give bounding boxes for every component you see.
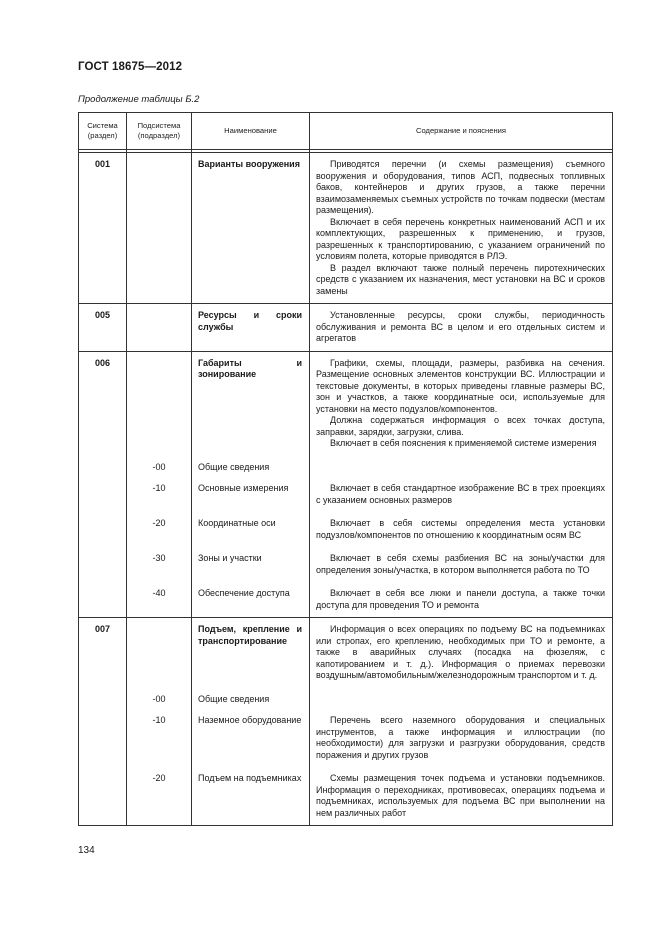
section-description bbox=[310, 618, 613, 688]
table-row bbox=[79, 582, 613, 618]
page-number: 134 bbox=[78, 845, 95, 856]
subsection-description bbox=[310, 456, 613, 478]
table-row bbox=[79, 688, 613, 710]
column-header-subsystem: Подсистема (подраздел) bbox=[127, 113, 192, 150]
description-paragraph: Включает в себя системы определения места установки подузлов/компонентов по отношению к координатным осям ВС bbox=[316, 518, 605, 540]
section-name: Подъем, крепление и транспортирование bbox=[192, 618, 310, 688]
subsystem-code: -30 bbox=[127, 547, 192, 582]
subsystem-code: -20 bbox=[127, 767, 192, 826]
subsection-name: Наземное оборудование bbox=[192, 709, 310, 767]
column-header-system: Система (раздел) bbox=[79, 113, 127, 150]
subsystem-code: -20 bbox=[127, 512, 192, 547]
system-code: 001 bbox=[79, 153, 127, 304]
subsection-description bbox=[310, 709, 613, 767]
subsystem-code: -00 bbox=[127, 688, 192, 710]
table-row bbox=[79, 153, 613, 304]
system-code: 007 bbox=[79, 618, 127, 688]
description-paragraph: Включает в себя все люки и панели доступа, а также точки доступа для проведения ТО и ремонта bbox=[316, 588, 605, 610]
description-paragraph: Приводятся перечни (и схемы размещения) съемного вооружения и оборудования, типов АСП, подвесных топливных баков, контейнеров и других грузов, а также перечни взаимозаменяемых съемных устройств по точкам подвески (местам размещения). bbox=[316, 159, 605, 215]
table-row bbox=[79, 351, 613, 456]
system-code: 006 bbox=[79, 351, 127, 456]
table-row bbox=[79, 512, 613, 547]
description-paragraph: Включает в себя стандартное изображение ВС в трех проекциях с указанием основных размеров bbox=[316, 483, 605, 505]
subsection-description bbox=[310, 688, 613, 710]
subsection-description bbox=[310, 477, 613, 512]
table-row bbox=[79, 547, 613, 582]
section-description bbox=[310, 304, 613, 352]
description-paragraph: Графики, схемы, площади, размеры, разбивка на сечения. Размещение основных элементов конструкции ВС. Иллюстрации и текстовые документы, в которых приведены главные размеры ВС, зон и участков, а также координатные оси, используемые для установки на место подузлов/компонентов. bbox=[316, 357, 605, 414]
section-name: Ресурсы и сроки службы bbox=[192, 304, 310, 352]
section-description bbox=[310, 351, 613, 456]
table-row bbox=[79, 767, 613, 826]
description-paragraph: В раздел включают также полный перечень пиротехнических средств с указанием их назначения, мест установки на ВС и сроков замены bbox=[316, 262, 605, 296]
subsection-description bbox=[310, 582, 613, 618]
subsection-name: Общие сведения bbox=[192, 456, 310, 478]
subsection-description bbox=[310, 547, 613, 582]
specification-table bbox=[78, 112, 613, 826]
column-header-description: Содержание и пояснения bbox=[310, 113, 613, 150]
table-row bbox=[79, 709, 613, 767]
subsection-name: Зоны и участки bbox=[192, 547, 310, 582]
subsystem-code: -10 bbox=[127, 709, 192, 767]
description-paragraph: Включает в себя пояснения к применяемой системе измерения bbox=[330, 438, 597, 448]
description-paragraph: Перечень всего наземного оборудования и специальных инструментов, а также информация и иллюстрации (по необходимости) для загрузки и разгрузки оборудования, средств поражения и других грузов bbox=[316, 715, 605, 760]
subsection-name: Общие сведения bbox=[192, 688, 310, 710]
document-title: ГОСТ 18675—2012 bbox=[78, 61, 183, 73]
subsection-name: Основные измерения bbox=[192, 477, 310, 512]
table-row bbox=[79, 456, 613, 478]
description-paragraph: Включает в себя перечень конкретных наименований АСП и их комплектующих, разрешенных к применению, и грузов, разрешенных к транспортированию, с указанием ограничений по условиям полета, которые приводятся в РЛЭ. bbox=[316, 216, 605, 261]
description-paragraph: Схемы размещения точек подъема и установки подъемников. Информация о переходниках, противовесах, операциях подъема и подъемниках, используемых для подъема ВС при выполнении на нем различных работ bbox=[316, 773, 605, 818]
subsystem-code: -10 bbox=[127, 477, 192, 512]
column-header-name: Наименование bbox=[192, 113, 310, 150]
table-row bbox=[79, 304, 613, 352]
subsystem-code: -40 bbox=[127, 582, 192, 618]
table-header-row bbox=[79, 113, 613, 150]
description-paragraph: Включает в себя схемы разбиения ВС на зоны/участки для определения зоны/участка, в котором выполняется работа по ТО bbox=[316, 553, 605, 575]
subsection-name: Обеспечение доступа bbox=[192, 582, 310, 618]
section-description bbox=[310, 153, 613, 304]
table-caption: Продолжение таблицы Б.2 bbox=[78, 94, 200, 105]
subsection-name: Подъем на подъемниках bbox=[192, 767, 310, 826]
description-paragraph: Информация о всех операциях по подъему ВС на подъемниках или стропах, его креплению, необходимых при ТО и ремонте, а также в аварийных случаях (посадка на фюзеляж, с капотированием и т. д.). Информация о приемах перевозки воздушным/автомобильным/железнодорожным транспортом и т. д. bbox=[316, 624, 605, 680]
section-name: Габариты и зонирование bbox=[192, 351, 310, 456]
subsection-description bbox=[310, 512, 613, 547]
section-name: Варианты вооружения bbox=[192, 153, 310, 304]
table-row bbox=[79, 618, 613, 688]
subsection-name: Координатные оси bbox=[192, 512, 310, 547]
description-paragraph: Должна содержаться информация о всех точках доступа, заправки, зарядки, загрузки, слива. bbox=[316, 415, 605, 437]
system-code: 005 bbox=[79, 304, 127, 352]
subsystem-code: -00 bbox=[127, 456, 192, 478]
description-paragraph: Установленные ресурсы, сроки службы, периодичность обслуживания и ремонта ВС в целом и его отдельных систем и агрегатов bbox=[316, 310, 605, 343]
table-row bbox=[79, 477, 613, 512]
subsection-description bbox=[310, 767, 613, 826]
